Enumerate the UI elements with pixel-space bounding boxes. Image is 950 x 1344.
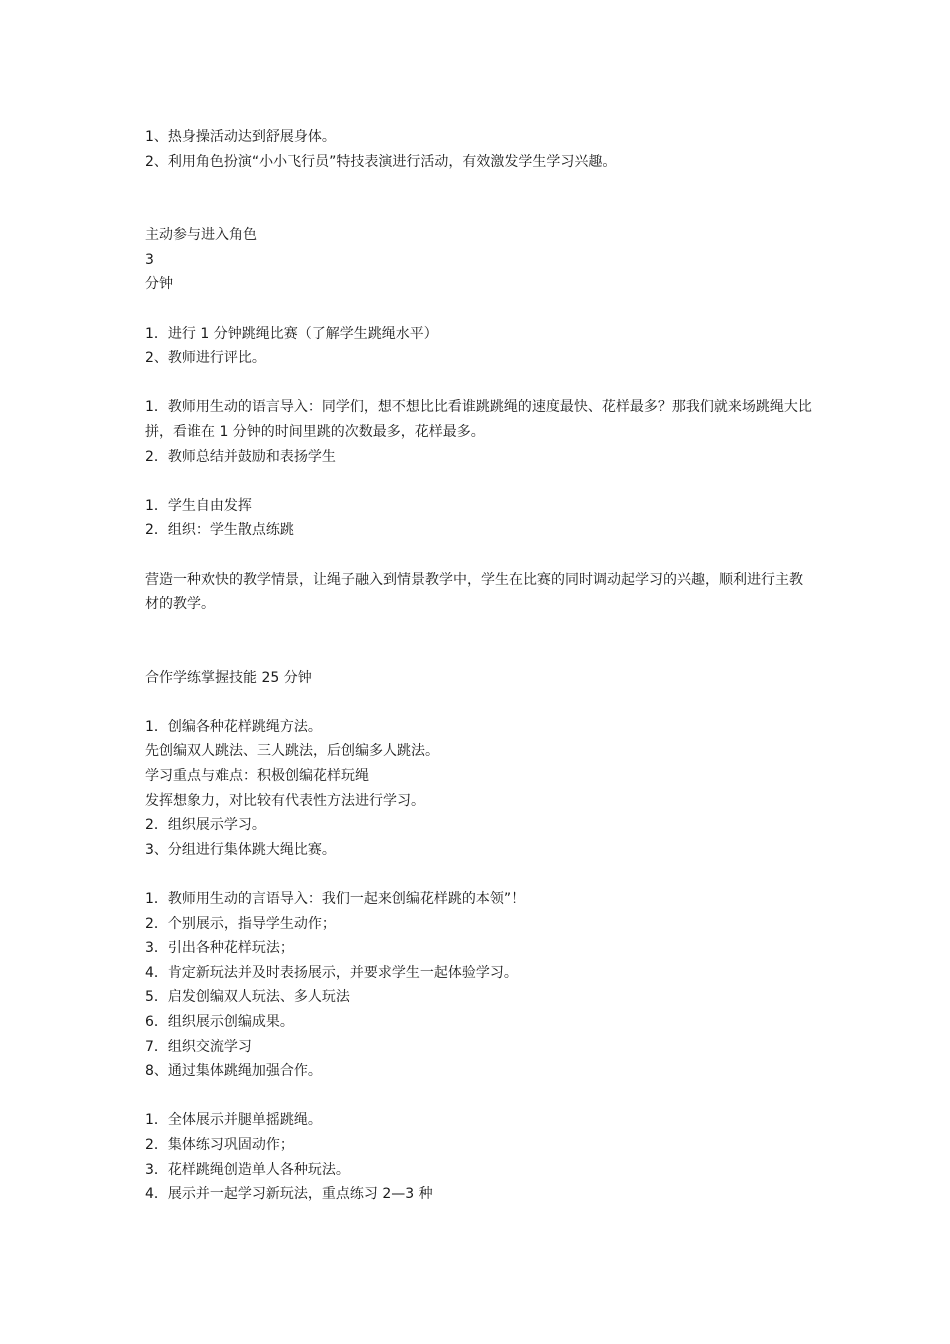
text-paragraph: 营造一种欢快的教学情景，让绳子融入到情景教学中，学生在比赛的同时调动起学习的兴趣，顺利进行主教材的教学。: [145, 571, 803, 613]
text-line: 1．全体展示并腿单摇跳绳。: [145, 1112, 322, 1129]
text-line: 1．学生自由发挥: [145, 497, 252, 514]
text-line: 2．组织：学生散点练跳: [145, 522, 294, 539]
content-list: [145, 322, 815, 371]
text-line: 8、通过集体跳绳加强合作。: [145, 1063, 322, 1080]
text-line: 2．教师总结并鼓励和表扬学生: [145, 448, 336, 465]
text-line: 先创编双人跳法、三人跳法，后创编多人跳法。: [145, 743, 439, 760]
text-line: 1．教师用生动的言语导入：我们一起来创编花样跳的本领”！: [145, 891, 526, 908]
warmup-goals: [145, 125, 815, 174]
text-line: 3: [145, 251, 154, 268]
text-line: 2．集体练习巩固动作；: [145, 1136, 294, 1153]
text-line: 7．组织交流学习: [145, 1038, 252, 1055]
stage-heading-cooperation: [145, 666, 815, 691]
text-line: 3．花样跳绳创造单人各种玩法。: [145, 1161, 350, 1178]
text-line: 4．展示并一起学习新玩法，重点练习 2—3 种: [145, 1186, 433, 1203]
teacher-activities: [145, 887, 815, 1084]
text-line: 2．组织展示学习。: [145, 817, 266, 834]
text-line: 分钟: [145, 276, 173, 293]
text-line: 3．引出各种花样玩法；: [145, 940, 294, 957]
text-line: 1、热身操活动达到舒展身体。: [145, 129, 336, 145]
text-line: 3、分组进行集体跳大绳比赛。: [145, 841, 336, 858]
text-line: 合作学练掌握技能 25 分钟: [145, 669, 312, 686]
text-line: 2、利用角色扮演“小小飞行员”特技表演进行活动，有效激发学生学习兴趣。: [145, 153, 617, 170]
text-line: 主动参与进入角色: [145, 227, 257, 244]
document-body: [145, 125, 815, 1207]
student-activities: [145, 1108, 815, 1206]
teacher-activities: [145, 395, 815, 469]
text-line: 2、教师进行评比。: [145, 350, 266, 367]
text-line: 学习重点与难点：积极创编花样玩绳: [145, 768, 369, 785]
student-activities: [145, 494, 815, 543]
text-line: 1．创编各种花样跳绳方法。: [145, 718, 322, 735]
text-line: 6．组织展示创编成果。: [145, 1014, 294, 1030]
stage-heading-participation: [145, 223, 815, 297]
text-line: 4．肯定新玩法并及时表扬展示，并要求学生一起体验学习。: [145, 964, 518, 981]
text-paragraph: 1．教师用生动的语言导入：同学们，想不想比比看谁跳跳绳的速度最快、花样最多？那我们就来场跳绳大比拼，看谁在 1 分钟的时间里跳的次数最多，花样最多。: [145, 399, 812, 440]
text-line: 1．进行 1 分钟跳绳比赛（了解学生跳绳水平）: [145, 325, 438, 342]
content-list: [145, 715, 815, 863]
text-line: 2．个别展示，指导学生动作；: [145, 915, 336, 932]
text-line: 5．启发创编双人玩法、多人玩法: [145, 989, 350, 1006]
text-line: 发挥想象力，对比较有代表性方法进行学习。: [145, 792, 425, 809]
design-intent: [145, 568, 815, 617]
